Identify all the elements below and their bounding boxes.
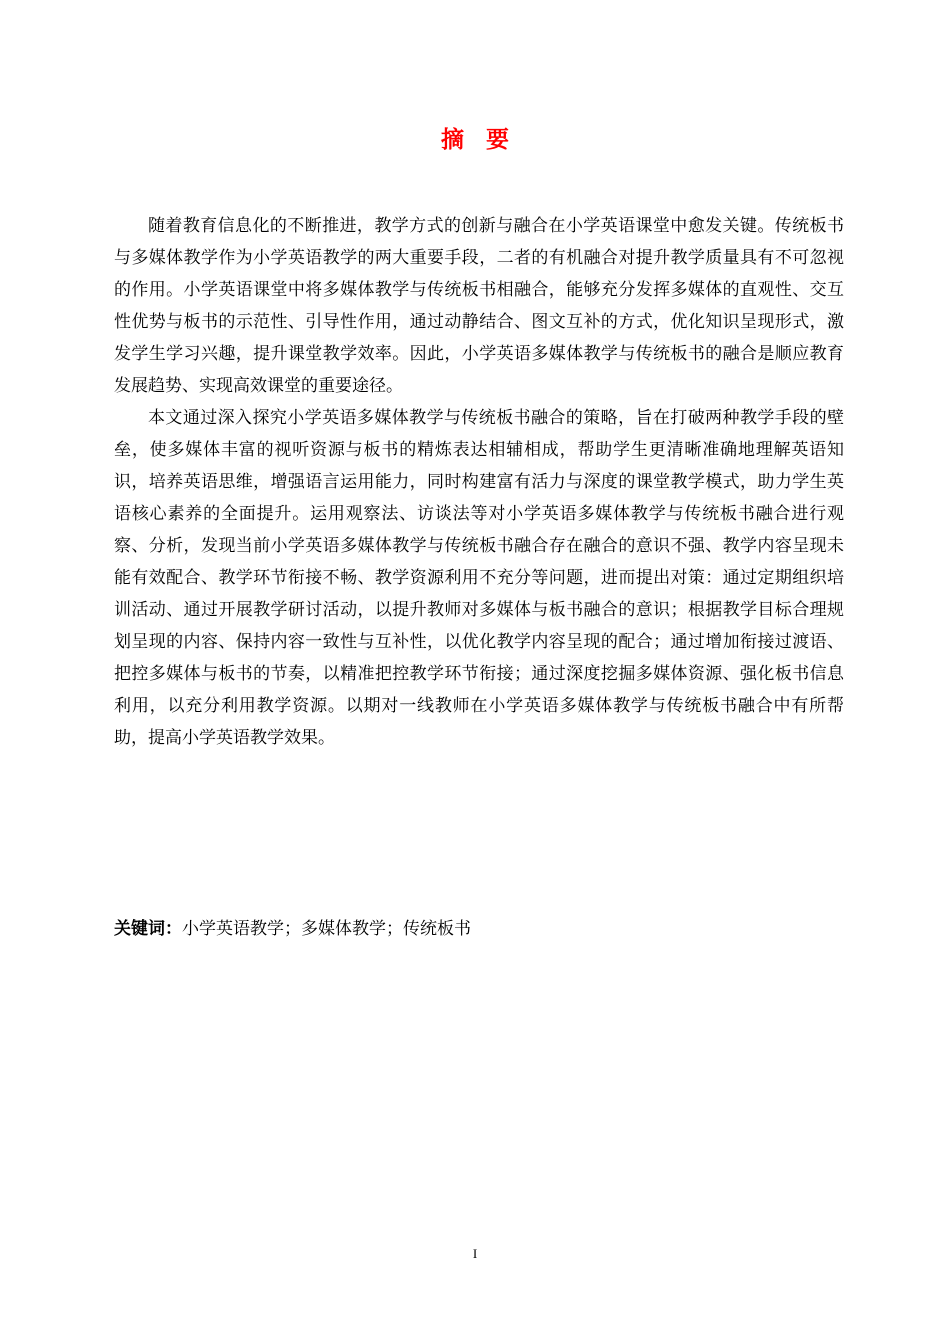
abstract-paragraph-2: 本文通过深入探究小学英语多媒体教学与传统板书融合的策略，旨在打破两种教学手段的壁垒，使多媒体丰富的视听资源与板书的精炼表达相辅相成，帮助学生更清晰准确地理解英语知识，培养英语思维，增强语言运用能力，同时构建富有活力与深度的课堂教学模式，助力学生英语核心素养的全面提升。运用观察法、访谈法等对小学英语多媒体教学与传统板书融合进行观察、分析，发现当前小学英语多媒体教学与传统板书融合存在融合的意识不强、教学内容呈现未能有效配合、教学环节衔接不畅、教学资源利用不充分等问题，进而提出对策：通过定期组织培训活动、通过开展教学研讨活动，以提升教师对多媒体与板书融合的意识；根据教学目标合理规划呈现的内容、保持内容一致性与互补性，以优化教学内容呈现的配合；通过增加衔接过渡语、把控多媒体与板书的节奏，以精准把控教学环节衔接；通过深度挖掘多媒体资源、强化板书信息利用，以充分利用教学资源。以期对一线教师在小学英语多媒体教学与传统板书融合中有所帮助，提高小学英语教学效果。 xyxy=(114,408,844,748)
keywords-label: 关键词： xyxy=(114,919,182,939)
keywords-value: 小学英语教学；多媒体教学；传统板书 xyxy=(182,919,471,939)
abstract-paragraph-1: 随着教育信息化的不断推进，教学方式的创新与融合在小学英语课堂中愈发关键。传统板书与多媒体教学作为小学英语教学的两大重要手段，二者的有机融合对提升教学质量具有不可忽视的作用。小学英语课堂中将多媒体教学与传统板书相融合，能够充分发挥多媒体的直观性、交互性优势与板书的示范性、引导性作用，通过动静结合、图文互补的方式，优化知识呈现形式，激发学生学习兴趣，提升课堂教学效率。因此，小学英语多媒体教学与传统板书的融合是顺应教育发展趋势、实现高效课堂的重要途径。 xyxy=(114,216,844,396)
page-number: I xyxy=(472,1246,478,1261)
abstract-body xyxy=(114,210,844,754)
keywords-line xyxy=(114,913,844,945)
page-title: 摘要 xyxy=(441,127,531,153)
